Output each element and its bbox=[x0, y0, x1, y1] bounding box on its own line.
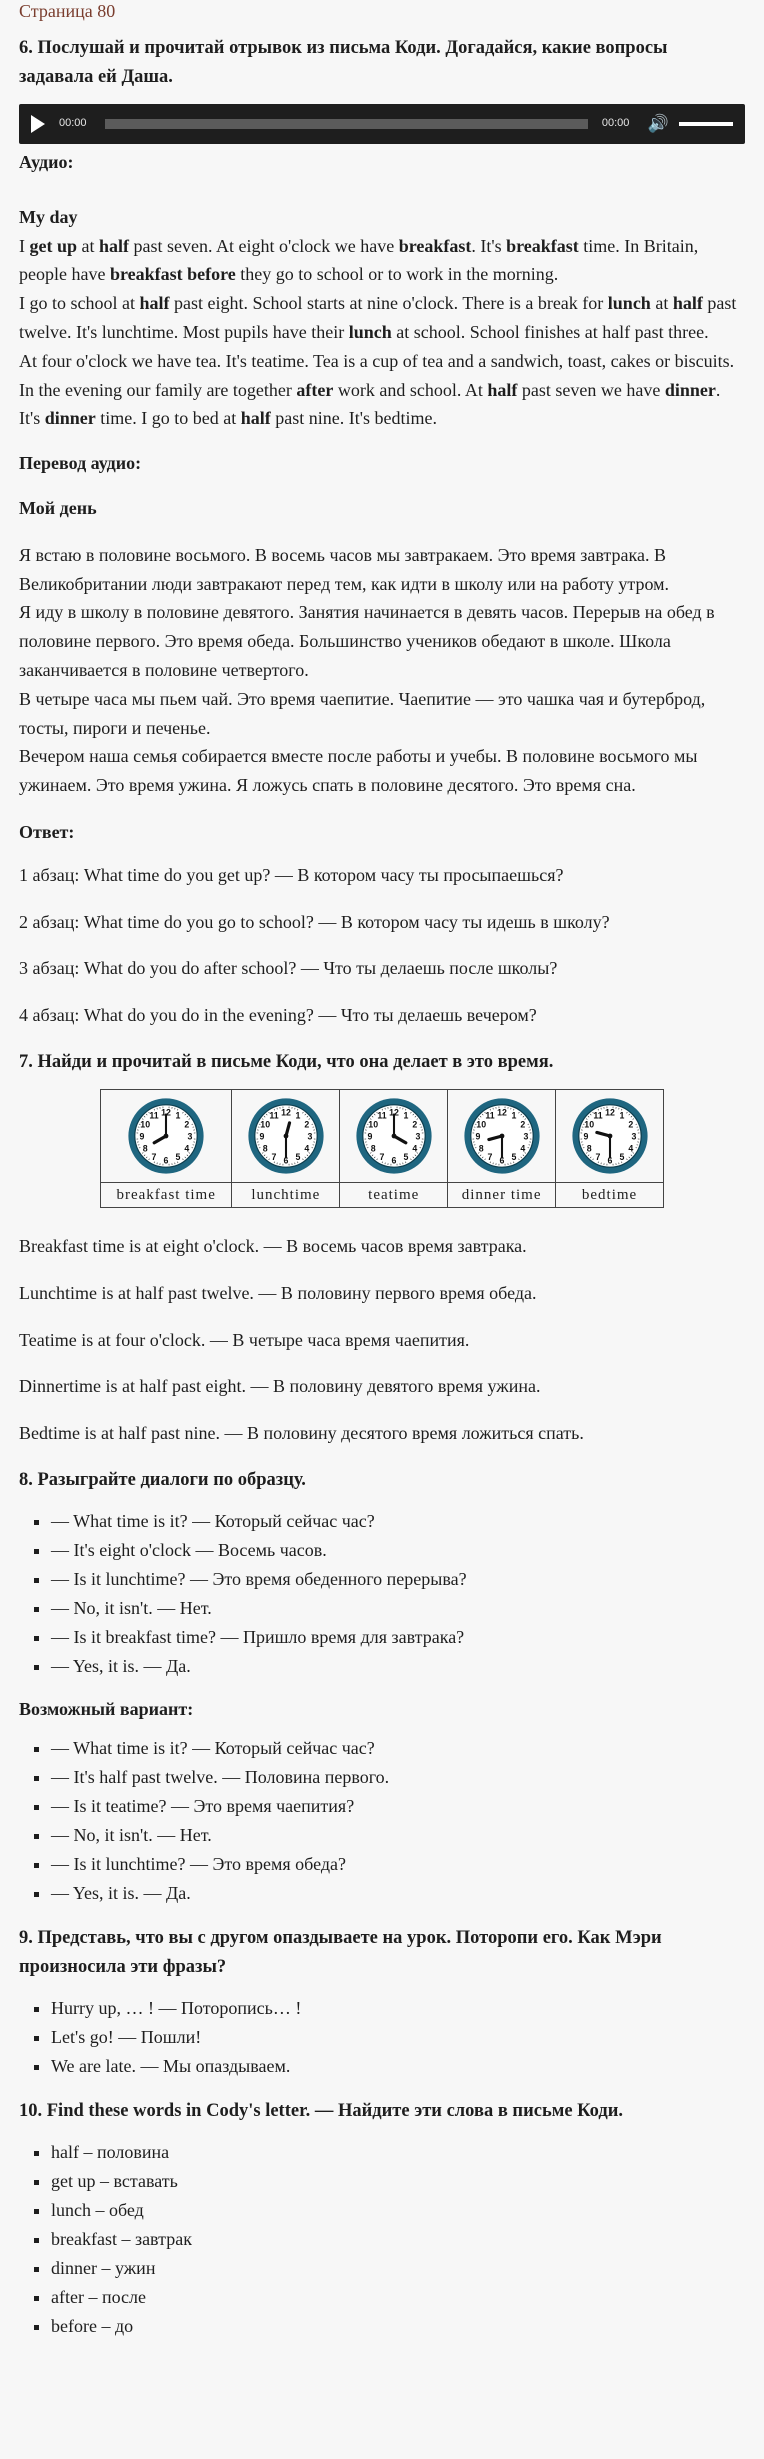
svg-text:11: 11 bbox=[377, 1110, 387, 1121]
letter-paragraph-3: At four o'clock we have tea. It's teatime. Tea is a cup of tea and a sandwich, toast, cakes or biscuits. bbox=[19, 350, 735, 371]
svg-text:12: 12 bbox=[388, 1107, 399, 1118]
svg-text:11: 11 bbox=[484, 1110, 495, 1121]
clock-face-4 bbox=[448, 1089, 556, 1182]
list-item: ▪ before – до bbox=[51, 2312, 745, 2341]
answer-label: Ответ: bbox=[19, 821, 75, 842]
svg-text:11: 11 bbox=[269, 1110, 279, 1121]
svg-text:1: 1 bbox=[403, 1110, 409, 1121]
clock-icon bbox=[354, 1096, 434, 1176]
list-item: ▪ — Is it lunchtime? — Это время обеденного перерыва? bbox=[51, 1565, 745, 1594]
clock-caption: lunchtime bbox=[232, 1182, 340, 1207]
answer-line: 3 абзац: What do you do after school? — Что ты делаешь после школы? bbox=[19, 958, 558, 979]
words-list bbox=[19, 2138, 745, 2341]
svg-text:7: 7 bbox=[379, 1152, 385, 1163]
time-sentence: Teatime is at four o'clock. — В четыре часа время чаепития. bbox=[19, 1329, 470, 1350]
svg-text:7: 7 bbox=[595, 1152, 600, 1163]
translation-paragraph-1: Я встаю в половине восьмого. В восемь часов мы завтракаем. Это время завтрака. В Великобритании люди завтракают перед тем, как идти в школу или на работу утром. bbox=[19, 544, 670, 594]
dialog-list bbox=[19, 1507, 745, 1681]
svg-text:10: 10 bbox=[368, 1119, 378, 1130]
clock-icon bbox=[246, 1096, 326, 1176]
phrases-list bbox=[19, 1994, 745, 2081]
svg-text:6: 6 bbox=[163, 1155, 169, 1166]
list-item: ▪ — Yes, it is. — Да. bbox=[51, 1879, 745, 1908]
svg-text:6: 6 bbox=[607, 1155, 612, 1166]
exercise-10-heading: 10. Find these words in Cody's letter. — Найдите эти слова в письме Коди. bbox=[19, 2100, 624, 2121]
svg-text:12: 12 bbox=[496, 1107, 507, 1118]
svg-text:8: 8 bbox=[370, 1143, 376, 1154]
list-item: ▪ after – после bbox=[51, 2283, 745, 2312]
list-item: ▪ half – половина bbox=[51, 2138, 745, 2167]
svg-text:12: 12 bbox=[280, 1107, 291, 1118]
svg-text:1: 1 bbox=[511, 1110, 517, 1121]
svg-text:2: 2 bbox=[304, 1119, 310, 1130]
svg-text:3: 3 bbox=[523, 1131, 529, 1142]
total-time: 00:00 bbox=[601, 117, 630, 130]
svg-text:4: 4 bbox=[519, 1143, 525, 1154]
svg-text:8: 8 bbox=[262, 1143, 268, 1154]
time-sentence: Breakfast time is at eight o'clock. — В восемь часов время завтрака. bbox=[19, 1235, 527, 1256]
list-item: ▪ breakfast – завтрак bbox=[51, 2225, 745, 2254]
list-item: ▪ — What time is it? — Который сейчас час? bbox=[51, 1734, 745, 1763]
svg-text:7: 7 bbox=[487, 1152, 493, 1163]
play-icon[interactable] bbox=[31, 115, 45, 133]
answer-line: 2 абзац: What time do you go to school? — В котором часу ты идешь в школу? bbox=[19, 911, 610, 932]
list-item: ▪ Let's go! — Пошли! bbox=[51, 2023, 745, 2052]
clock-caption: dinner time bbox=[448, 1182, 556, 1207]
variant-list bbox=[19, 1734, 745, 1908]
clock-face-1 bbox=[101, 1089, 232, 1182]
translation-title: Мой день bbox=[19, 497, 97, 518]
clock-caption: teatime bbox=[340, 1182, 448, 1207]
list-item: ▪ — What time is it? — Который сейчас час? bbox=[51, 1507, 745, 1536]
exercise-9-heading: 9. Представь, что вы с другом опаздываете на урок. Поторопи его. Как Мэри произносила эти фразы? bbox=[19, 1927, 662, 1977]
variant-label: Возможный вариант: bbox=[19, 1698, 194, 1719]
clock-face-5 bbox=[556, 1089, 664, 1182]
svg-text:10: 10 bbox=[475, 1119, 486, 1130]
my-day-title: My day bbox=[19, 206, 78, 227]
svg-text:5: 5 bbox=[619, 1152, 624, 1163]
svg-text:2: 2 bbox=[519, 1119, 525, 1130]
list-item: ▪ We are late. — Мы опаздываем. bbox=[51, 2052, 745, 2081]
time-sentence: Bedtime is at half past nine. — В половину десятого время ложиться спать. bbox=[19, 1423, 584, 1444]
svg-text:5: 5 bbox=[175, 1152, 181, 1163]
letter-paragraph-4: In the evening our family are together after work and school. At half past seven we have dinner. It's dinner time. I go to bed at half past nine. It's bedtime. bbox=[19, 379, 721, 429]
clocks-table bbox=[100, 1089, 664, 1208]
svg-text:3: 3 bbox=[631, 1131, 636, 1142]
svg-text:1: 1 bbox=[175, 1110, 181, 1121]
audio-progress-bar[interactable] bbox=[105, 119, 588, 129]
svg-text:2: 2 bbox=[627, 1119, 633, 1130]
translation-paragraph-4: Вечером наша семья собирается вместе после работы и учебы. В половине восьмого мы ужинаем. Это время ужина. Я ложусь спать в половине десятого. Это время сна. bbox=[19, 746, 698, 796]
clock-icon bbox=[126, 1096, 206, 1176]
list-item: ▪ — Is it teatime? — Это время чаепития? bbox=[51, 1792, 745, 1821]
svg-text:3: 3 bbox=[187, 1131, 193, 1142]
svg-text:9: 9 bbox=[259, 1131, 265, 1142]
svg-text:4: 4 bbox=[627, 1143, 633, 1154]
exercise-7-heading: 7. Найди и прочитай в письме Коди, что она делает в это время. bbox=[19, 1051, 554, 1072]
svg-text:8: 8 bbox=[586, 1143, 592, 1154]
list-item: ▪ — Is it lunchtime? — Это время обеда? bbox=[51, 1850, 745, 1879]
translation-paragraph-3: В четыре часа мы пьем чай. Это время чаепитие. Чаепитие — это чашка чая и бутерброд, тосты, пироги и печенье. bbox=[19, 688, 706, 738]
audio-player bbox=[19, 104, 745, 144]
svg-text:3: 3 bbox=[415, 1131, 421, 1142]
svg-text:11: 11 bbox=[149, 1110, 159, 1121]
svg-text:6: 6 bbox=[283, 1155, 289, 1166]
svg-text:7: 7 bbox=[151, 1152, 157, 1163]
svg-text:9: 9 bbox=[583, 1131, 588, 1142]
answer-line: 1 абзац: What time do you get up? — В котором часу ты просыпаешься? bbox=[19, 864, 564, 885]
svg-text:1: 1 bbox=[619, 1110, 624, 1121]
svg-text:6: 6 bbox=[499, 1155, 505, 1166]
list-item: ▪ — It's half past twelve. — Половина первого. bbox=[51, 1763, 745, 1792]
page-number-label: Страница 80 bbox=[19, 1, 116, 21]
svg-text:11: 11 bbox=[592, 1110, 603, 1121]
svg-text:4: 4 bbox=[184, 1143, 190, 1154]
list-item: ▪ — It's eight o'clock — Восемь часов. bbox=[51, 1536, 745, 1565]
svg-text:10: 10 bbox=[140, 1119, 151, 1130]
translation-label: Перевод аудио: bbox=[19, 453, 142, 474]
letter-paragraph-1: I get up at half past seven. At eight o'clock we have breakfast. It's breakfast time. In Britain, people have breakfast before they go to school or to work in the morning. bbox=[19, 235, 699, 285]
clock-caption: bedtime bbox=[556, 1182, 664, 1207]
svg-text:10: 10 bbox=[583, 1119, 594, 1130]
svg-text:12: 12 bbox=[161, 1107, 172, 1118]
svg-text:12: 12 bbox=[604, 1107, 615, 1118]
svg-text:9: 9 bbox=[139, 1131, 145, 1142]
time-sentence: Lunchtime is at half past twelve. — В половину первого время обеда. bbox=[19, 1282, 537, 1303]
time-sentence: Dinnertime is at half past eight. — В половину девятого время ужина. bbox=[19, 1376, 541, 1397]
svg-text:10: 10 bbox=[260, 1119, 270, 1130]
list-item: ▪ — Yes, it is. — Да. bbox=[51, 1652, 745, 1681]
letter-paragraph-2: I go to school at half past eight. School starts at nine o'clock. There is a break for lunch at half past twelve. It's lunchtime. Most pupils have their lunch at school. School finishes at half past three. bbox=[19, 293, 737, 342]
svg-text:8: 8 bbox=[142, 1143, 148, 1154]
svg-text:9: 9 bbox=[475, 1131, 481, 1142]
exercise-8-heading: 8. Разыграйте диалоги по образцу. bbox=[19, 1469, 306, 1490]
clock-face-3 bbox=[340, 1089, 448, 1182]
list-item: ▪ get up – вставать bbox=[51, 2167, 745, 2196]
translation-paragraph-2: Я иду в школу в половине девятого. Занятия начинается в девять часов. Перерыв на обед в половине первого. Это время обеда. Большинство учеников обедают в школе. Школа заканчивается в половине четвертого. bbox=[19, 602, 715, 680]
list-item: ▪ dinner – ужин bbox=[51, 2254, 745, 2283]
svg-text:5: 5 bbox=[403, 1152, 409, 1163]
list-item: ▪ lunch – обед bbox=[51, 2196, 745, 2225]
list-item: ▪ — No, it isn't. — Нет. bbox=[51, 1594, 745, 1623]
svg-text:2: 2 bbox=[184, 1119, 190, 1130]
clock-caption: breakfast time bbox=[101, 1182, 232, 1207]
list-item: ▪ — Is it breakfast time? — Пришло время для завтрака? bbox=[51, 1623, 745, 1652]
svg-text:3: 3 bbox=[307, 1131, 313, 1142]
volume-icon[interactable]: 🔊 bbox=[647, 114, 669, 134]
svg-text:8: 8 bbox=[478, 1143, 484, 1154]
svg-text:2: 2 bbox=[412, 1119, 417, 1130]
svg-text:4: 4 bbox=[304, 1143, 310, 1154]
svg-text:7: 7 bbox=[271, 1152, 277, 1163]
clock-icon bbox=[570, 1096, 650, 1176]
clock-face-2 bbox=[232, 1089, 340, 1182]
volume-slider[interactable] bbox=[679, 122, 733, 126]
list-item: ▪ Hurry up, … ! — Поторопись… ! bbox=[51, 1994, 745, 2023]
svg-text:6: 6 bbox=[391, 1155, 397, 1166]
exercise-6-heading: 6. Послушай и прочитай отрывок из письма Коди. Догадайся, какие вопросы задавала ей Даша. bbox=[19, 38, 668, 87]
clock-icon bbox=[462, 1096, 542, 1176]
answer-line: 4 абзац: What do you do in the evening? — Что ты делаешь вечером? bbox=[19, 1005, 537, 1026]
audio-label: Аудио: bbox=[19, 152, 74, 172]
list-item: ▪ — No, it isn't. — Нет. bbox=[51, 1821, 745, 1850]
svg-text:5: 5 bbox=[295, 1152, 301, 1163]
svg-text:1: 1 bbox=[295, 1110, 301, 1121]
current-time: 00:00 bbox=[59, 117, 87, 130]
svg-text:9: 9 bbox=[367, 1131, 373, 1142]
svg-text:4: 4 bbox=[412, 1143, 417, 1154]
svg-text:5: 5 bbox=[511, 1152, 517, 1163]
